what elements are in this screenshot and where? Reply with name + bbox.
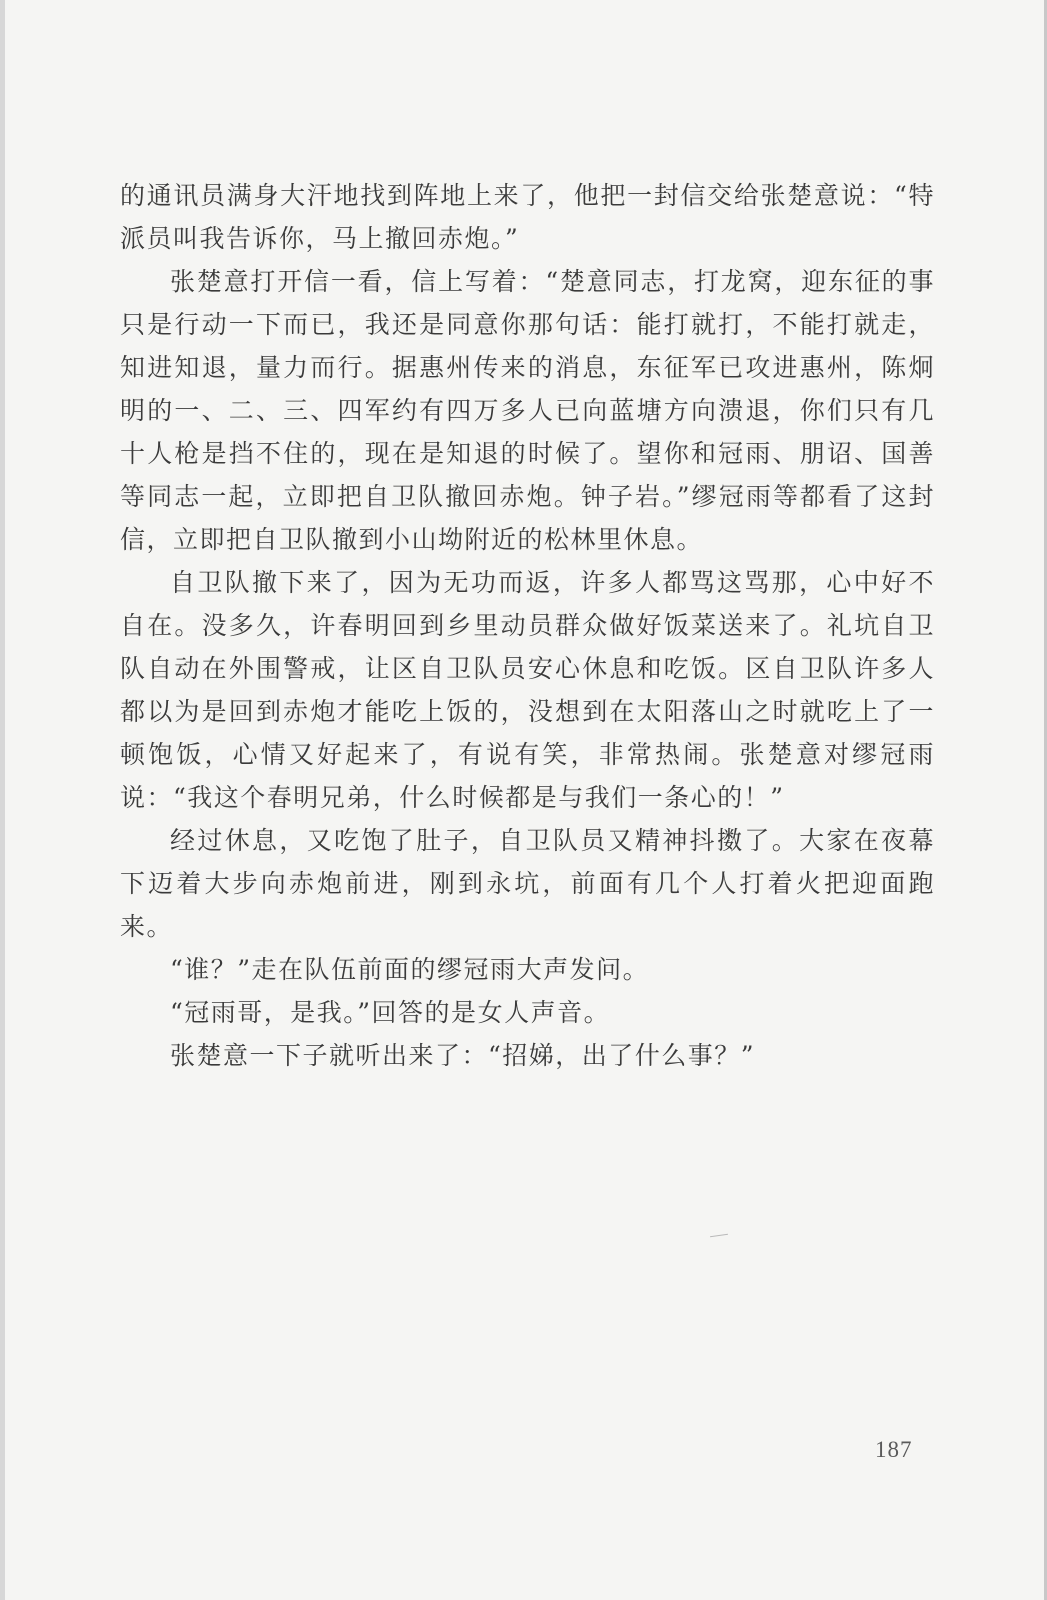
paragraph-1: 的通讯员满身大汗地找到阵地上来了，他把一封信交给张楚意说：“特派员叫我告诉你，马上撤回赤炮。” bbox=[120, 181, 935, 253]
paragraph-2: 张楚意打开信一看，信上写着：“楚意同志，打龙窝，迎东征的事只是行动一下而已，我还是同意你那句话：能打就打，不能打就走，知进知退，量力而行。据惠州传来的消息，东征军已攻进惠州，陈炯明的一、二、三、四军约有四万多人已向蓝塘方向溃退，你们只有几十人枪是挡不住的，现在是知退的时候了。望你和冠雨、朋诏、国善等同志一起，立即把自卫队撤回赤炮。钟子岩。”缪冠雨等都看了这封信，立即把自卫队撤到小山坳附近的松林里休息。 bbox=[120, 267, 935, 554]
paragraph-6: “冠雨哥，是我。”回答的是女人声音。 bbox=[170, 998, 611, 1027]
paragraph-5: “谁？”走在队伍前面的缪冠雨大声发问。 bbox=[170, 955, 650, 984]
paragraph-3: 自卫队撤下来了，因为无功而返，许多人都骂这骂那，心中好不自在。没多久，许春明回到乡里动员群众做好饭菜送来了。礼坑自卫队自动在外围警戒，让区自卫队员安心休息和吃饭。区自卫队许多人都以为是回到赤炮才能吃上饭的，没想到在太阳落山之时就吃上了一顿饱饭，心情又好起来了，有说有笑，非常热闹。张楚意对缪冠雨说：“我这个春明兄弟，什么时候都是与我们一条心的！” bbox=[120, 568, 935, 812]
paragraph-4: 经过休息，又吃饱了肚子，自卫队员又精神抖擞了。大家在夜幕下迈着大步向赤炮前进，刚到永坑，前面有几个人打着火把迎面跑来。 bbox=[120, 826, 935, 941]
page-body-text bbox=[120, 174, 935, 1077]
page-number: 187 bbox=[875, 1437, 913, 1462]
scan-mark bbox=[710, 1234, 728, 1237]
paragraph-7: 张楚意一下子就听出来了：“招娣，出了什么事？” bbox=[170, 1041, 756, 1070]
